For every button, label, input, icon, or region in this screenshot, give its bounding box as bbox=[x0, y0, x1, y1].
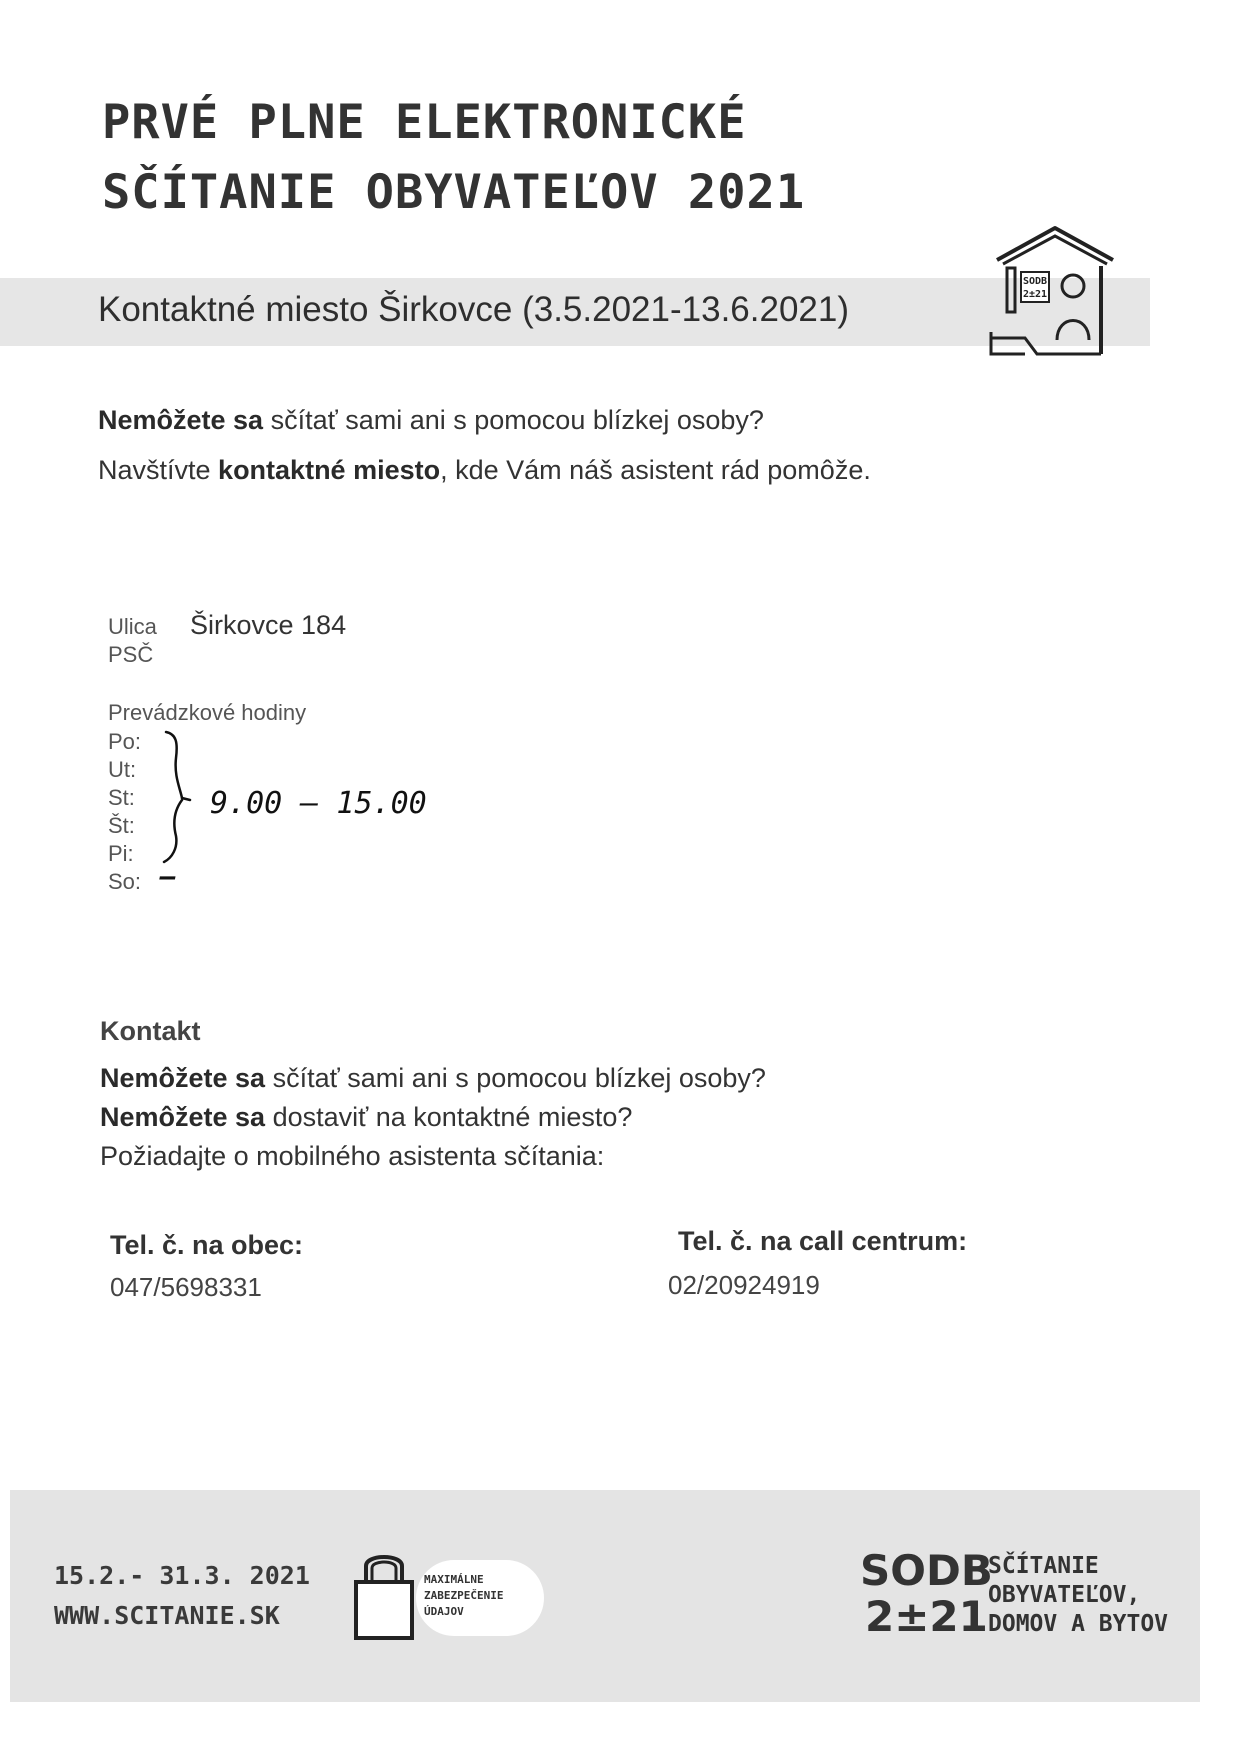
street-value: Širkovce 184 bbox=[190, 610, 347, 640]
contact-line-1-bold: Nemôžete sa bbox=[100, 1063, 266, 1093]
day-friday: Pi: bbox=[108, 841, 134, 866]
house-logo-text-bottom: 2±21 bbox=[1022, 289, 1048, 300]
opening-hours-label: Prevádzkové hodiny bbox=[108, 700, 307, 725]
contact-heading: Kontakt bbox=[100, 1016, 201, 1046]
intro-line-2 bbox=[98, 446, 871, 495]
footer-website: WWW.SCITANIE.SK bbox=[54, 1601, 280, 1630]
title-line-2: SČÍTANIE OBYVATEĽOV 2021 bbox=[102, 165, 806, 220]
census-name-line-2: OBYVATEĽOV, bbox=[988, 1582, 1141, 1608]
intro-line-1 bbox=[98, 396, 764, 445]
census-name bbox=[988, 1552, 1168, 1639]
day-saturday: So: bbox=[108, 869, 142, 894]
sodb-logo bbox=[860, 1548, 993, 1640]
tel-obec-value: 047/5698331 bbox=[110, 1272, 262, 1302]
sodb-logo-line-2: 2±21 bbox=[864, 1592, 988, 1641]
sodb-logo-line-1: SODB bbox=[860, 1546, 993, 1595]
handwritten-brace-icon bbox=[158, 728, 198, 870]
handwritten-hours: 9.00 – 15.00 bbox=[210, 786, 427, 821]
contact-line-2-rest: dostaviť na kontaktné miesto? bbox=[265, 1102, 633, 1132]
contact-line-1-rest: sčítať sami ani s pomocou blízkej osoby? bbox=[265, 1063, 766, 1093]
intro-line-1-bold: Nemôžete sa bbox=[98, 405, 264, 435]
contact-point-heading: Kontaktné miesto Širkovce (3.5.2021-13.6.2021) bbox=[98, 290, 849, 329]
contact-line-2-bold: Nemôžete sa bbox=[100, 1102, 266, 1132]
page-title bbox=[102, 88, 1002, 228]
street-label: Ulica bbox=[108, 614, 157, 639]
day-thursday: Št: bbox=[108, 813, 135, 838]
contact-line-3: Požiadajte o mobilného asistenta sčítania: bbox=[100, 1141, 605, 1171]
census-name-line-1: SČÍTANIE bbox=[988, 1553, 1099, 1579]
zip-label: PSČ bbox=[108, 642, 154, 667]
title-line-1: PRVÉ PLNE ELEKTRONICKÉ bbox=[102, 95, 747, 150]
handwritten-saturday: – bbox=[160, 862, 176, 892]
day-monday: Po: bbox=[108, 729, 142, 754]
intro-line-2-bold: kontaktné miesto bbox=[218, 455, 441, 485]
security-badge-text: MAXIMÁLNE ZABEZPEČENIE ÚDAJOV bbox=[424, 1573, 504, 1618]
house-logo-text-top: SODB bbox=[1022, 276, 1048, 287]
tel-call-center-label: Tel. č. na call centrum: bbox=[678, 1226, 968, 1256]
tel-obec-label: Tel. č. na obec: bbox=[110, 1230, 304, 1260]
intro-line-2-rest: , kde Vám náš asistent rád pomôže. bbox=[440, 455, 871, 485]
padlock-icon bbox=[352, 1546, 416, 1642]
census-name-line-3: DOMOV A BYTOV bbox=[988, 1611, 1169, 1637]
day-wednesday: St: bbox=[108, 785, 135, 810]
intro-line-2-pre: Navštívte bbox=[98, 455, 219, 485]
tel-call-center-value: 02/20924919 bbox=[668, 1270, 820, 1300]
footer-dates: 15.2.- 31.3. 2021 bbox=[54, 1561, 310, 1590]
intro-line-1-rest: sčítať sami ani s pomocou blízkej osoby? bbox=[263, 405, 764, 435]
house-assistant-icon bbox=[985, 222, 1125, 364]
day-tuesday: Ut: bbox=[108, 757, 137, 782]
